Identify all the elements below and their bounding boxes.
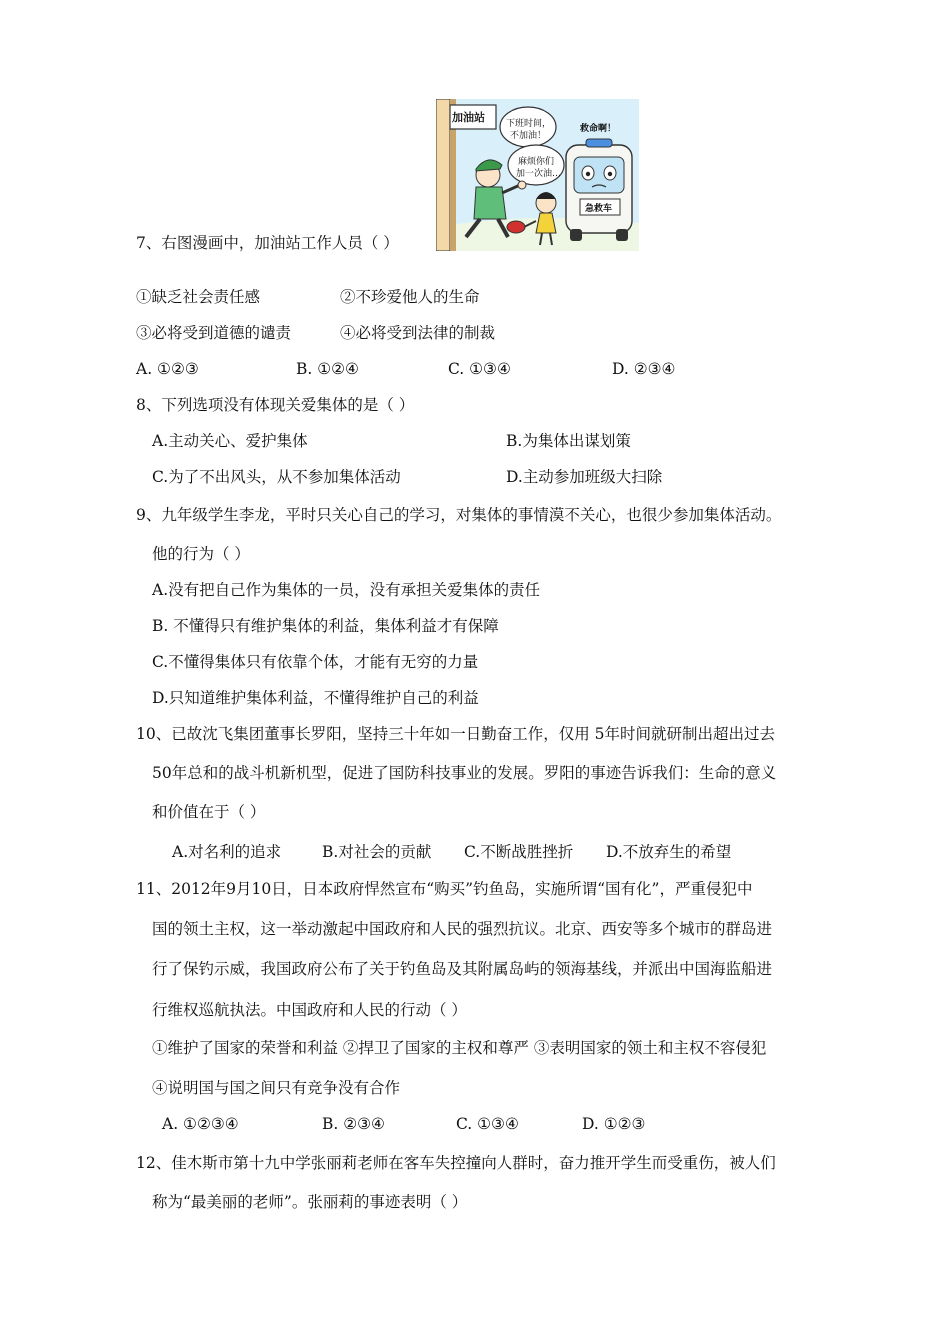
q12-stem-line2: 称为“最美丽的老师”。张丽莉的事迹表明（ ） [152, 1193, 468, 1211]
cartoon-van-label: 急救车 [585, 204, 613, 214]
q7-choice-b: B. ①②④ [296, 360, 359, 378]
q8-choice-a: A.主动关心、爱护集体 [152, 432, 308, 450]
q12-stem-line1: 12、佳木斯市第十九中学张丽莉老师在客车失控撞向人群时，奋力推开学生而受重伤，被人们 [136, 1154, 776, 1172]
cartoon-bubble1-line1: 下班时间， [506, 119, 552, 129]
q11-stem-line4: 行维权巡航执法。中国政府和人民的行动（ ） [152, 1001, 467, 1019]
q9-stem-line1: 9、九年级学生李龙，平时只关心自己的学习，对集体的事情漠不关心，也很少参加集体活动。 [136, 506, 782, 524]
q7-choice-c: C. ①③④ [448, 360, 511, 378]
q7-option-2: ②不珍爱他人的生命 [340, 288, 480, 306]
q11-stem-line3: 行了保钓示威，我国政府公布了关于钓鱼岛及其附属岛屿的领海基线，并派出中国海监船进 [152, 960, 773, 978]
q8-stem: 8、下列选项没有体现关爱集体的是（ ） [136, 396, 415, 414]
gas-station-cartoon [436, 99, 639, 251]
q9-choice-b: B. 不懂得只有维护集体的利益，集体利益才有保障 [152, 617, 499, 635]
q11-stem-line1: 11、2012年9月10日，日本政府悍然宣布“购买”钓鱼岛，实施所谓“国有化”，严重侵犯中 [136, 880, 753, 898]
q11-options-line: ①维护了国家的荣誉和利益 ②捍卫了国家的主权和尊严 ③表明国家的领土和主权不容侵犯 [152, 1039, 767, 1057]
cartoon-bubble2-line2: 加一次油… [516, 169, 562, 179]
q7-stem: 7、右图漫画中，加油站工作人员（ ） [136, 234, 399, 252]
q10-choice-b: B.对社会的贡献 [322, 843, 432, 861]
q7-option-1: ①缺乏社会责任感 [136, 288, 261, 306]
cartoon-shout-text: 救命啊！ [580, 124, 617, 134]
q8-choice-d: D.主动参加班级大扫除 [506, 468, 663, 486]
q9-choice-a: A.没有把自己作为集体的一员，没有承担关爱集体的责任 [152, 581, 541, 599]
q9-choice-d: D.只知道维护集体利益，不懂得维护自己的利益 [152, 689, 479, 707]
q10-stem-line3: 和价值在于（ ） [152, 803, 266, 821]
q10-choice-c: C.不断战胜挫折 [464, 843, 574, 861]
q11-choice-c: C. ①③④ [456, 1115, 519, 1133]
cartoon-sign-text: 加油站 [452, 111, 485, 124]
q10-stem-line1: 10、已故沈飞集团董事长罗阳，坚持三十年如一日勤奋工作，仅用 5年时间就研制出超出过去 [136, 725, 776, 743]
q9-stem-line2: 他的行为（ ） [152, 545, 250, 563]
q8-choice-b: B.为集体出谋划策 [506, 432, 631, 450]
q7-choice-a: A. ①②③ [136, 360, 199, 378]
q7-choice-d: D. ②③④ [612, 360, 676, 378]
q11-option-4: ④说明国与国之间只有竞争没有合作 [152, 1079, 401, 1097]
q9-choice-c: C.不懂得集体只有依靠个体，才能有无穷的力量 [152, 653, 479, 671]
q10-choice-d: D.不放弃生的希望 [606, 843, 732, 861]
q10-stem-line2: 50年总和的战斗机新机型，促进了国防科技事业的发展。罗阳的事迹告诉我们：生命的意义 [152, 764, 777, 782]
q7-option-3: ③必将受到道德的谴责 [136, 324, 292, 342]
q11-choice-b: B. ②③④ [322, 1115, 385, 1133]
cartoon-bubble1-line2: 不加油！ [510, 131, 547, 141]
q7-option-4: ④必将受到法律的制裁 [340, 324, 496, 342]
q8-choice-c: C.为了不出风头，从不参加集体活动 [152, 468, 401, 486]
q10-choice-a: A.对名利的追求 [172, 843, 282, 861]
cartoon-bubble2-line1: 麻烦你们 [518, 157, 555, 167]
q11-choice-a: A. ①②③④ [162, 1115, 239, 1133]
q11-stem-line2: 国的领土主权，这一举动激起中国政府和人民的强烈抗议。北京、西安等多个城市的群岛进 [152, 920, 773, 938]
q11-choice-d: D. ①②③ [582, 1115, 646, 1133]
